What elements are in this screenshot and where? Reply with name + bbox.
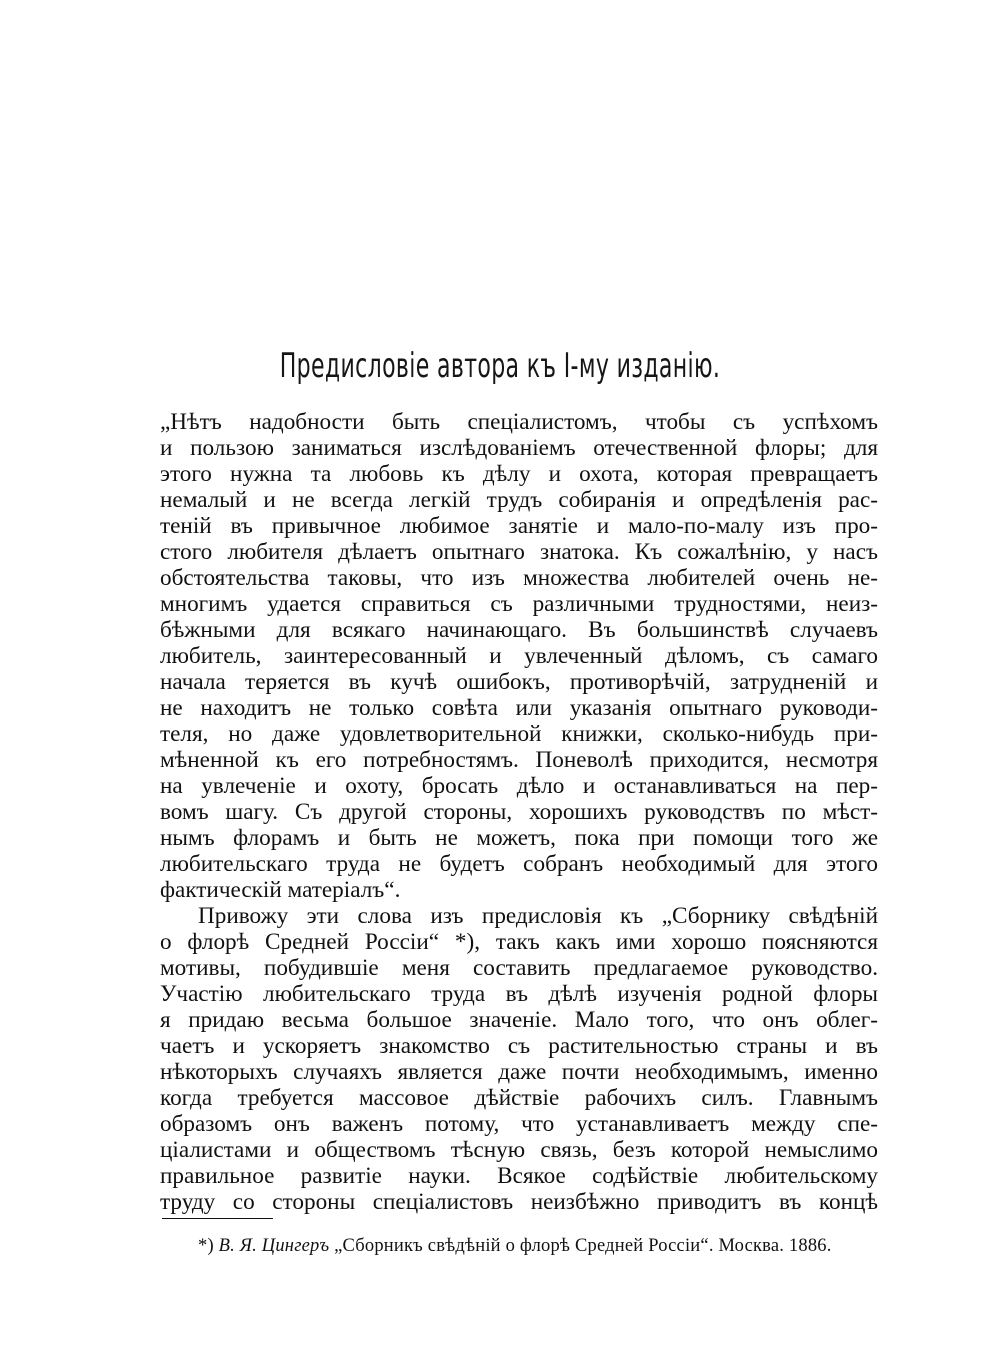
text-line: теля, но даже удовлетворительной книжки, сколько-нибудь при- (160, 721, 878, 747)
text-line: „Нѣтъ надобности быть спеціалистомъ, чтобы съ успѣхомъ (160, 409, 878, 435)
text-line: бѣжными для всякаго начинающаго. Въ большинствѣ случаевъ (160, 617, 878, 643)
text-line: Участію любительскаго труда въ дѣлѣ изученія родной флоры (160, 981, 878, 1007)
text-line: образомъ онъ важенъ потому, что устанавливаетъ между спе- (160, 1111, 878, 1137)
text-line: вомъ шагу. Съ другой стороны, хорошихъ руководствъ по мѣст- (160, 799, 878, 825)
text-line: я придаю весьма большое значеніе. Мало того, что онъ облег- (160, 1007, 878, 1033)
text-line: обстоятельства таковы, что изъ множества любителей очень не- (160, 565, 878, 591)
text-line: труду со стороны спеціалистовъ неизбѣжно приводитъ въ концѣ (160, 1189, 878, 1215)
page-title: Предисловіе автора къ I-му изданію. (279, 346, 721, 386)
paragraph-2 (160, 903, 878, 1215)
text-line: о флорѣ Средней Россіи“ *), такъ какъ ими хорошо поясняются (160, 929, 878, 955)
text-line: любительскаго труда не будетъ собранъ необходимый для этого (160, 851, 878, 877)
text-line: чаетъ и ускоряетъ знакомство съ растительностью страны и въ (160, 1033, 878, 1059)
text-line: теній въ привычное любимое занятіе и мало-по-малу изъ про- (160, 513, 878, 539)
footnote-text: „Сборникъ свѣдѣній о флорѣ Средней Россіи“. Москва. 1886. (334, 1236, 832, 1256)
text-line: стого любителя дѣлаетъ опытнаго знатока. Къ сожалѣнію, у насъ (160, 539, 878, 565)
text-line: начала теряется въ кучѣ ошибокъ, противорѣчій, затрудненій и (160, 669, 878, 695)
footnote-author: В. Я. Цингеръ (218, 1236, 330, 1256)
text-line: и пользою заниматься изслѣдованіемъ отечественной флоры; для (160, 435, 878, 461)
text-line: многимъ удается справиться съ различными трудностями, неиз- (160, 591, 878, 617)
text-line: на увлеченіе и охоту, бросать дѣло и останавливаться на пер- (160, 773, 878, 799)
footnote-marker: *) (198, 1236, 214, 1256)
text-line: когда требуется массовое дѣйствіе рабочихъ силъ. Главнымъ (160, 1085, 878, 1111)
body-text (160, 409, 878, 1215)
text-line: мѣненной къ его потребностямъ. Поневолѣ приходится, несмотря (160, 747, 878, 773)
text-line: любитель, заинтересованный и увлеченный дѣломъ, съ самаго (160, 643, 878, 669)
text-line: мотивы, побудившіе меня составить предлагаемое руководство. (160, 955, 878, 981)
footnote-divider (162, 1218, 273, 1219)
text-line: не находитъ не только совѣта или указанія опытнаго руководи- (160, 695, 878, 721)
text-line: фактическій матеріалъ“. (160, 877, 401, 903)
paragraph-1 (160, 409, 878, 903)
text-line: ціалистами и обществомъ тѣсную связь, безъ которой немыслимо (160, 1137, 878, 1163)
text-line: Привожу эти слова изъ предисловія къ „Сборнику свѣдѣній (198, 903, 878, 929)
footnote (198, 1236, 832, 1257)
text-line: немалый и не всегда легкій трудъ собиранія и опредѣленія рас- (160, 487, 878, 513)
text-line: нѣкоторыхъ случаяхъ является даже почти необходимымъ, именно (160, 1059, 878, 1085)
text-line: этого нужна та любовь къ дѣлу и охота, которая превращаетъ (160, 461, 878, 487)
text-line: правильное развитіе науки. Всякое содѣйствіе любительскому (160, 1163, 878, 1189)
text-line: нымъ флорамъ и быть не можетъ, пока при помощи того же (160, 825, 878, 851)
